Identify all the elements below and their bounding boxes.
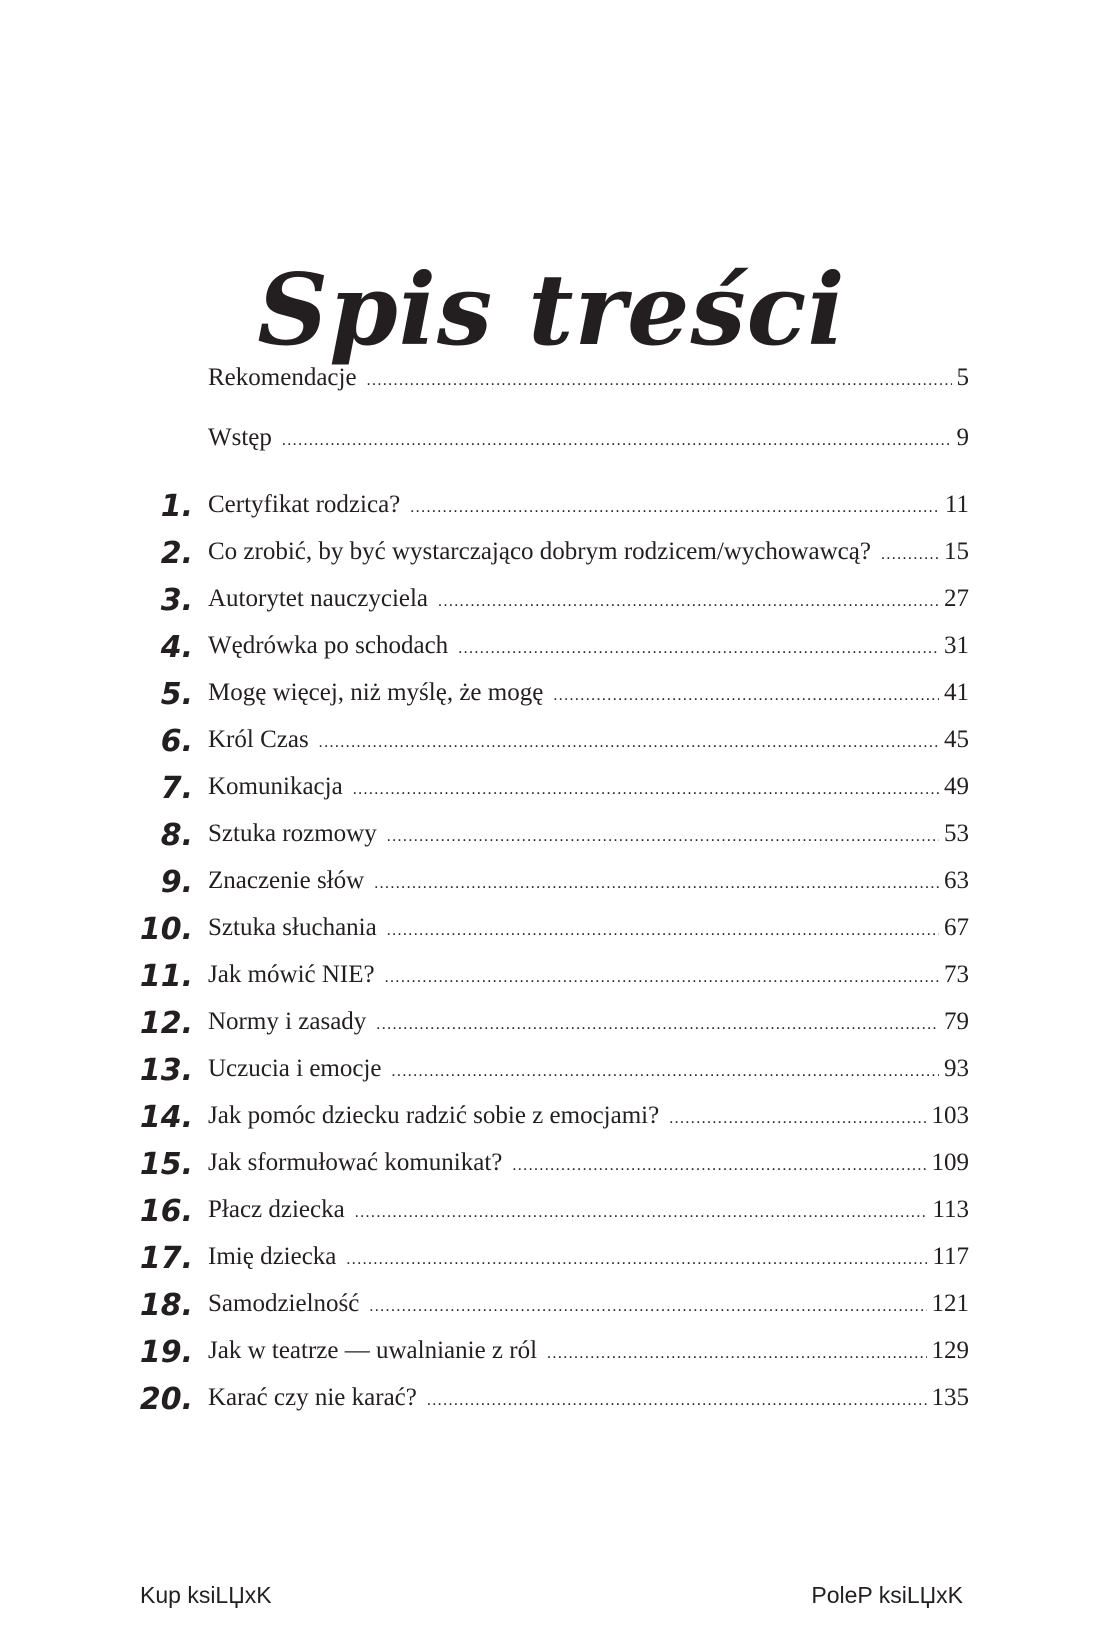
toc-row-chapter-1[interactable] [0,485,1103,525]
dot-leader [458,629,939,669]
dot-leader [369,1287,926,1327]
dot-leader [547,1334,926,1374]
toc-page-number: 73 [944,961,969,988]
chapter-number: 18. [139,1288,193,1323]
dot-leader [355,1193,928,1233]
dot-leader [319,723,939,763]
dot-leader [512,1146,926,1186]
toc-entry-label: Autorytet nauczyciela [208,585,429,612]
toc-row-chapter-10[interactable] [0,908,1103,948]
toc-row-chapter-3[interactable] [0,579,1103,619]
chapter-number: 13. [139,1053,193,1088]
dot-leader [376,1005,939,1045]
toc-row-chapter-16[interactable] [0,1190,1103,1230]
chapter-number: 20. [139,1382,193,1417]
toc-page-number: 41 [944,679,969,706]
toc-row-rekomendacje[interactable] [0,358,1103,398]
dot-leader [387,911,939,951]
toc-row-chapter-5[interactable] [0,673,1103,713]
toc-row-chapter-15[interactable] [0,1143,1103,1183]
toc-entry-label: Samodzielność [208,1290,360,1317]
toc-page-number: 31 [944,632,969,659]
toc-entry-label: Sztuka słuchania [208,914,377,941]
toc-page-number: 103 [931,1102,969,1129]
dot-leader [353,770,939,810]
toc-page-number: 121 [931,1290,969,1317]
toc-entry-label: Wstęp [208,424,272,451]
dot-leader [367,361,952,401]
toc-page-number: 9 [956,424,969,451]
chapter-number: 17. [139,1241,193,1276]
toc-row-chapter-18[interactable] [0,1284,1103,1324]
chapter-number: 14. [139,1100,193,1135]
toc-row-chapter-11[interactable] [0,955,1103,995]
chapter-number: 7. [160,771,193,806]
chapter-number: 16. [139,1194,193,1229]
chapter-number: 10. [139,912,193,947]
toc-row-chapter-4[interactable] [0,626,1103,666]
toc-entry-label: Płacz dziecka [208,1196,345,1223]
toc-entry-label: Komunikacja [208,773,343,800]
toc-page-number: 113 [932,1196,969,1223]
chapter-number: 4. [160,630,193,665]
chapter-number: 15. [139,1147,193,1182]
toc-entry-label: Mogę więcej, niż myślę, że mogę [208,679,544,706]
chapter-number: 9. [160,865,193,900]
chapter-number: 6. [160,724,193,759]
toc-entry-label: Co zrobić, by być wystarczająco dobrym rodzicem/wychowawcą? [208,538,871,565]
toc-page-number: 49 [944,773,969,800]
toc-page-number: 15 [944,538,969,565]
toc-row-chapter-13[interactable] [0,1049,1103,1089]
toc-row-chapter-7[interactable] [0,767,1103,807]
toc-row-chapter-12[interactable] [0,1002,1103,1042]
dot-leader [346,1240,927,1280]
dot-leader [387,817,939,857]
toc-row-chapter-8[interactable] [0,814,1103,854]
dot-leader [438,582,939,622]
dot-leader [374,864,939,904]
toc-page-number: 53 [944,820,969,847]
footer-buy-book-link[interactable]: Kup ksiLЏxK [140,1582,272,1608]
toc-page-number: 67 [944,914,969,941]
toc-entry-label: Sztuka rozmowy [208,820,377,847]
toc-page-number: 11 [944,491,969,518]
dot-leader [410,488,940,528]
dot-leader [427,1381,927,1421]
toc-row-chapter-20[interactable] [0,1378,1103,1418]
toc-row-chapter-6[interactable] [0,720,1103,760]
toc-entry-label: Rekomendacje [208,364,357,391]
toc-entry-label: Certyfikat rodzica? [208,491,401,518]
toc-entry-label: Znaczenie słów [208,867,365,894]
toc-entry-label: Wędrówka po schodach [208,632,449,659]
toc-entry-label: Jak w teatrze — uwalnianie z ról [208,1337,538,1364]
dot-leader [385,958,939,998]
toc-entry-label: Karać czy nie karać? [208,1384,417,1411]
page-title: Spis treści [257,252,846,368]
toc-page-number: 135 [931,1384,969,1411]
toc-page-number: 93 [944,1055,969,1082]
toc-page-number: 79 [944,1008,969,1035]
toc-row-wstep[interactable] [0,418,1103,458]
footer-recommend-book-link[interactable]: PoleP ksiLЏxK [811,1582,963,1608]
chapter-number: 8. [160,818,193,853]
chapter-number: 2. [160,536,193,571]
chapter-number: 12. [139,1006,193,1041]
chapter-number: 11. [139,959,193,994]
toc-row-chapter-14[interactable] [0,1096,1103,1136]
toc-page-number: 63 [944,867,969,894]
chapter-number: 1. [160,489,193,524]
toc-page-number: 5 [956,364,969,391]
dot-leader [553,676,939,716]
dot-leader [669,1099,926,1139]
toc-page-number: 27 [944,585,969,612]
dot-leader [881,535,939,575]
toc-entry-label: Imię dziecka [208,1243,337,1270]
toc-entry-label: Jak mówić NIE? [208,961,375,988]
chapter-number: 3. [160,583,193,618]
toc-entry-label: Uczucia i emocje [208,1055,382,1082]
dot-leader [282,421,952,461]
toc-row-chapter-17[interactable] [0,1237,1103,1277]
toc-row-chapter-2[interactable] [0,532,1103,572]
toc-page-number: 109 [931,1149,969,1176]
toc-page-number: 45 [944,726,969,753]
toc-page-number: 129 [931,1337,969,1364]
toc-entry-label: Król Czas [208,726,309,753]
toc-row-chapter-19[interactable] [0,1331,1103,1371]
toc-row-chapter-9[interactable] [0,861,1103,901]
toc-page-number: 117 [932,1243,969,1270]
toc-entry-label: Normy i zasady [208,1008,367,1035]
chapter-number: 5. [160,677,193,712]
dot-leader [392,1052,939,1092]
chapter-number: 19. [139,1335,193,1370]
toc-entry-label: Jak sformułować komunikat? [208,1149,503,1176]
toc-entry-label: Jak pomóc dziecku radzić sobie z emocjami? [208,1102,660,1129]
